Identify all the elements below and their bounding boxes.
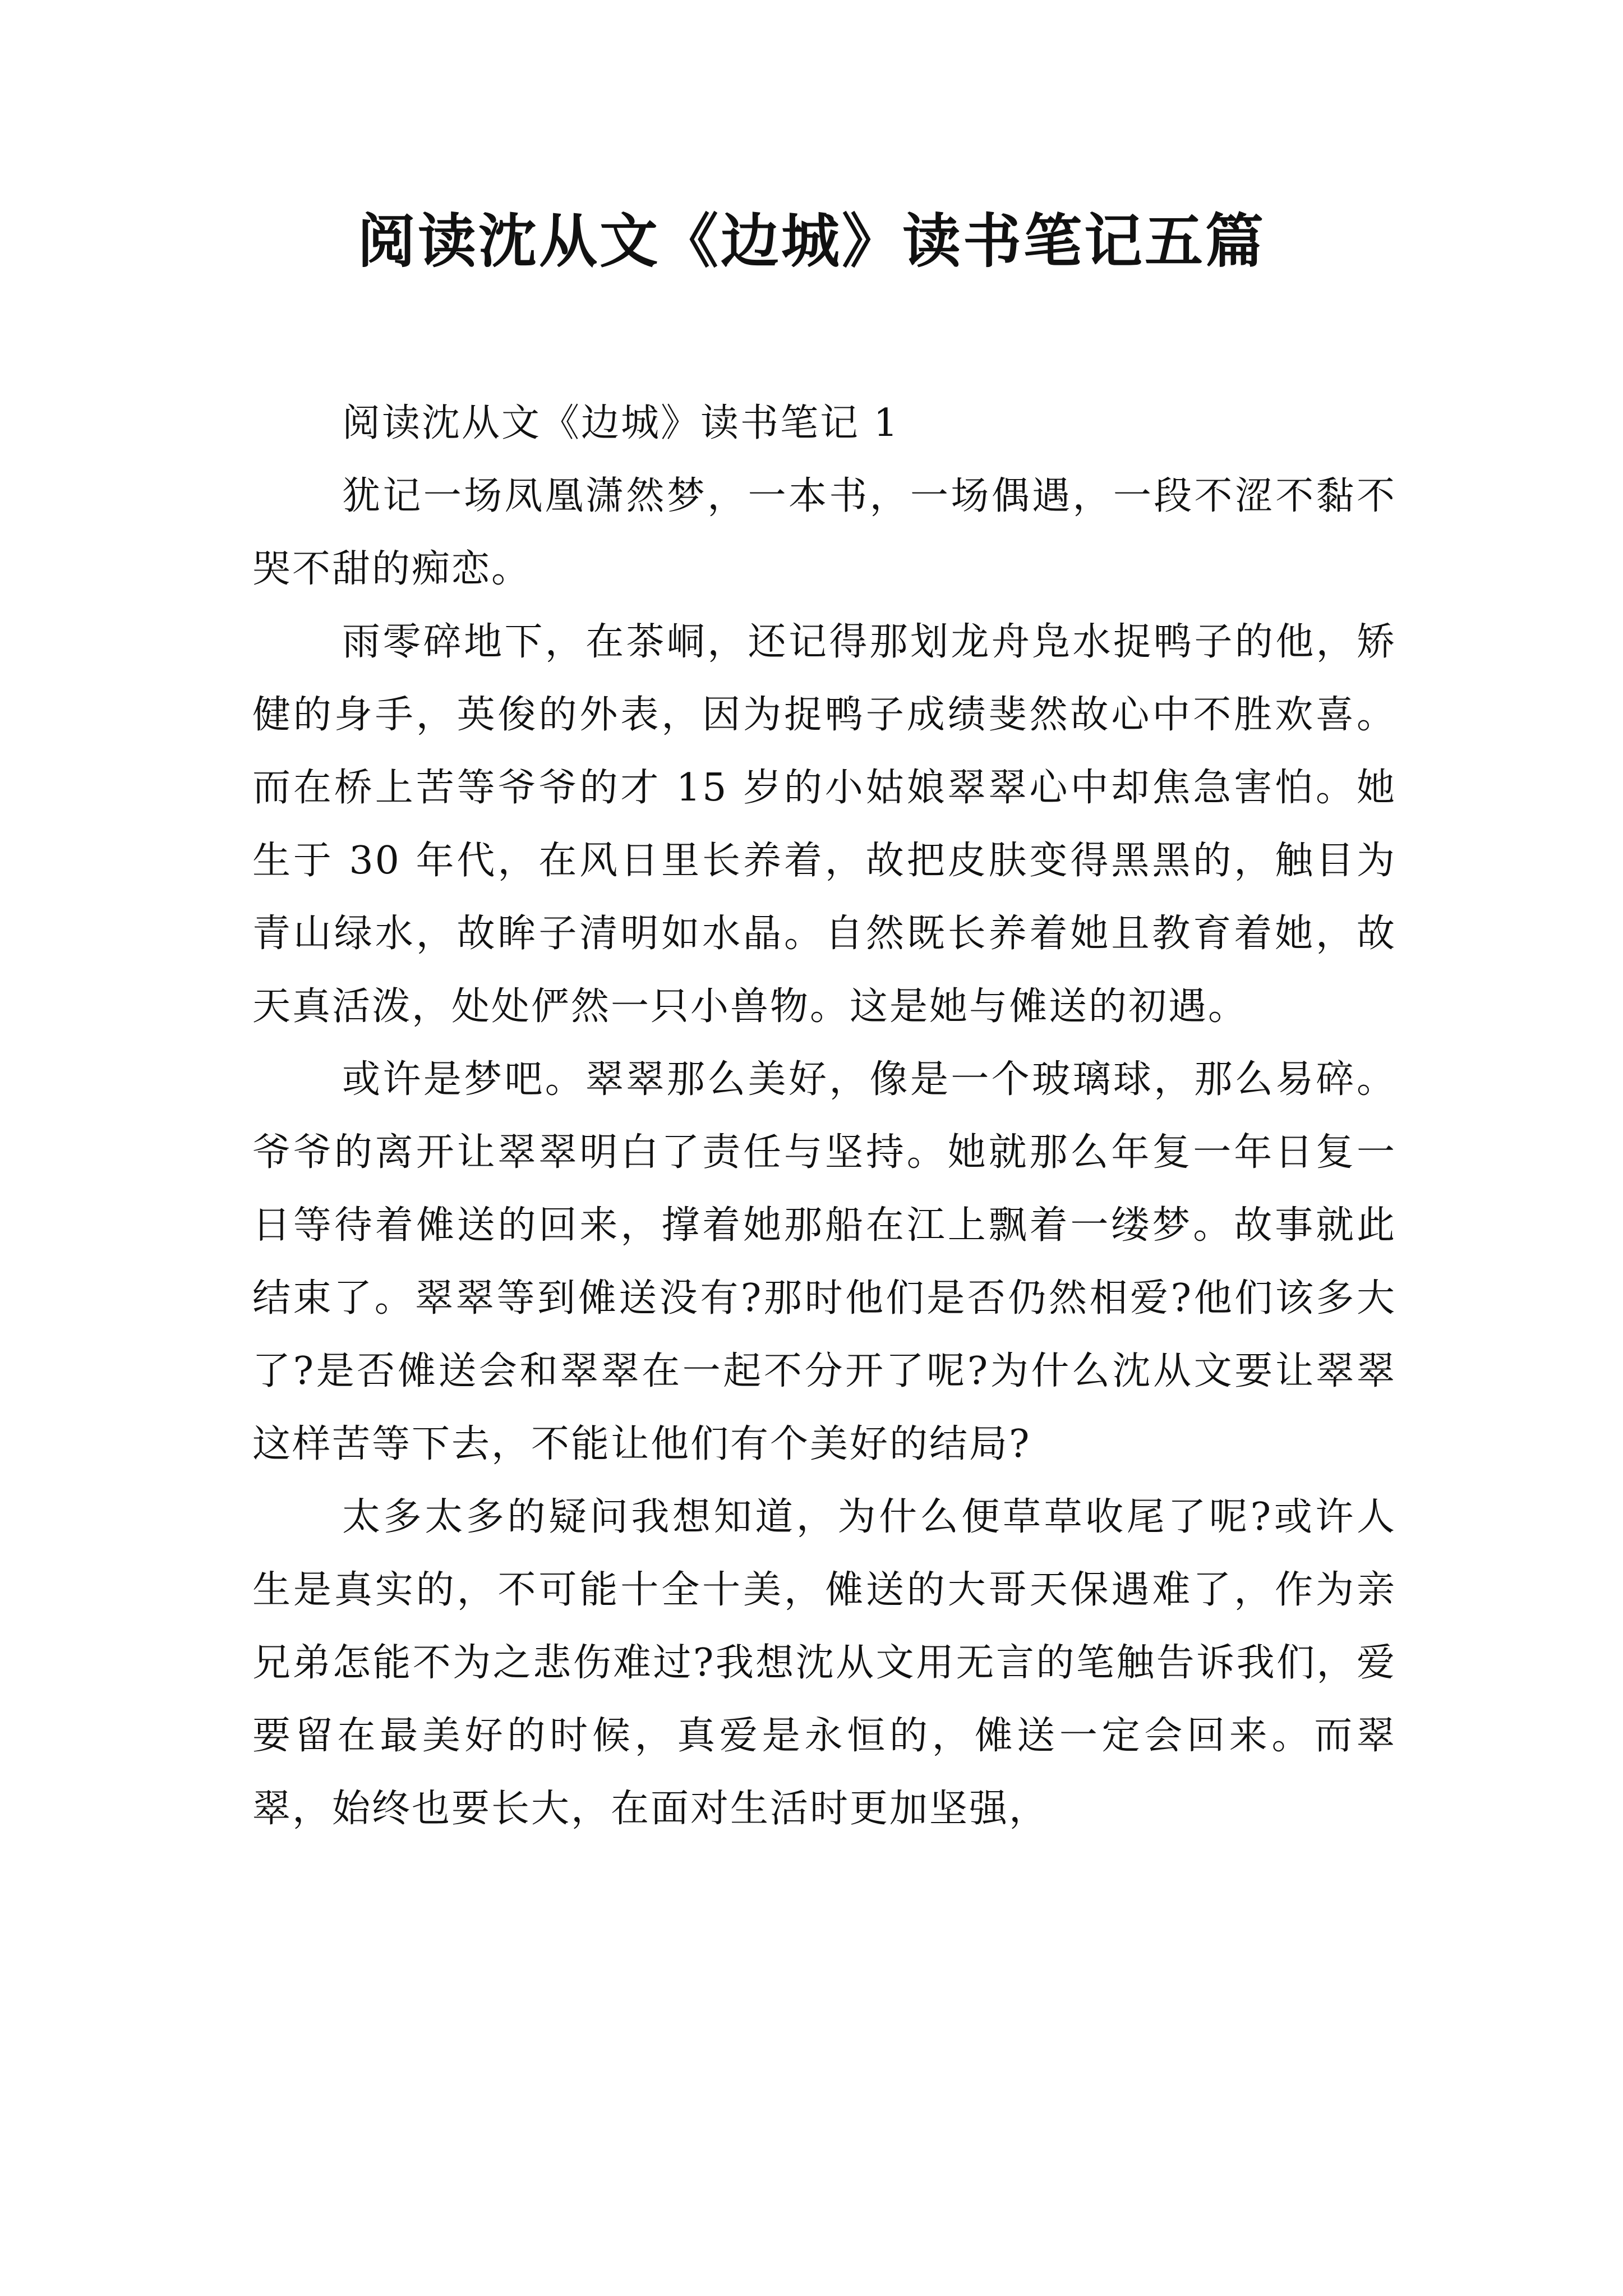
paragraph: 犹记一场凤凰潇然梦，一本书，一场偶遇，一段不涩不黏不哭不甜的痴恋。	[252, 474, 1396, 591]
paragraph: 或许是梦吧。翠翠那么美好，像是一个玻璃球，那么易碎。爷爷的离开让翠翠明白了责任与坚持。她就那么年复一年日复一日等待着傩送的回来，撑着她那船在江上飘着一缕梦。故事就此结束了。翠翠等到傩送没有?那时他们是否仍然相爱?他们该多大了?是否傩送会和翠翠在一起不分开了呢?为什么沈从文要让翠翠这样苦等下去，不能让他们有个美好的结局?	[252, 1057, 1396, 1466]
document-body	[252, 387, 1396, 1846]
document-title: 阅读沈从文《边城》读书笔记五篇	[357, 207, 1266, 275]
paragraph: 太多太多的疑问我想知道，为什么便草草收尾了呢?或许人生是真实的，不可能十全十美，傩送的大哥天保遇难了，作为亲兄弟怎能不为之悲伤难过?我想沈从文用无言的笔触告诉我们，爱要留在最美好的时候，真爱是永恒的，傩送一定会回来。而翠翠，始终也要长大，在面对生活时更加坚强，	[252, 1495, 1396, 1831]
section-heading: 阅读沈从文《边城》读书笔记 1	[342, 401, 900, 445]
paragraph: 雨零碎地下，在茶峒，还记得那划龙舟凫水捉鸭子的他，矫健的身手，英俊的外表，因为捉鸭子成绩斐然故心中不胜欢喜。而在桥上苦等爷爷的才 15 岁的小姑娘翠翠心中却焦急害怕。她生于 30 年代，在风日里长养着，故把皮肤变得黑黑的，触目为青山绿水，故眸子清明如水晶。自然既长养着她且教育着她，故天真活泼，处处俨然一只小兽物。这是她与傩送的初遇。	[252, 620, 1396, 1029]
